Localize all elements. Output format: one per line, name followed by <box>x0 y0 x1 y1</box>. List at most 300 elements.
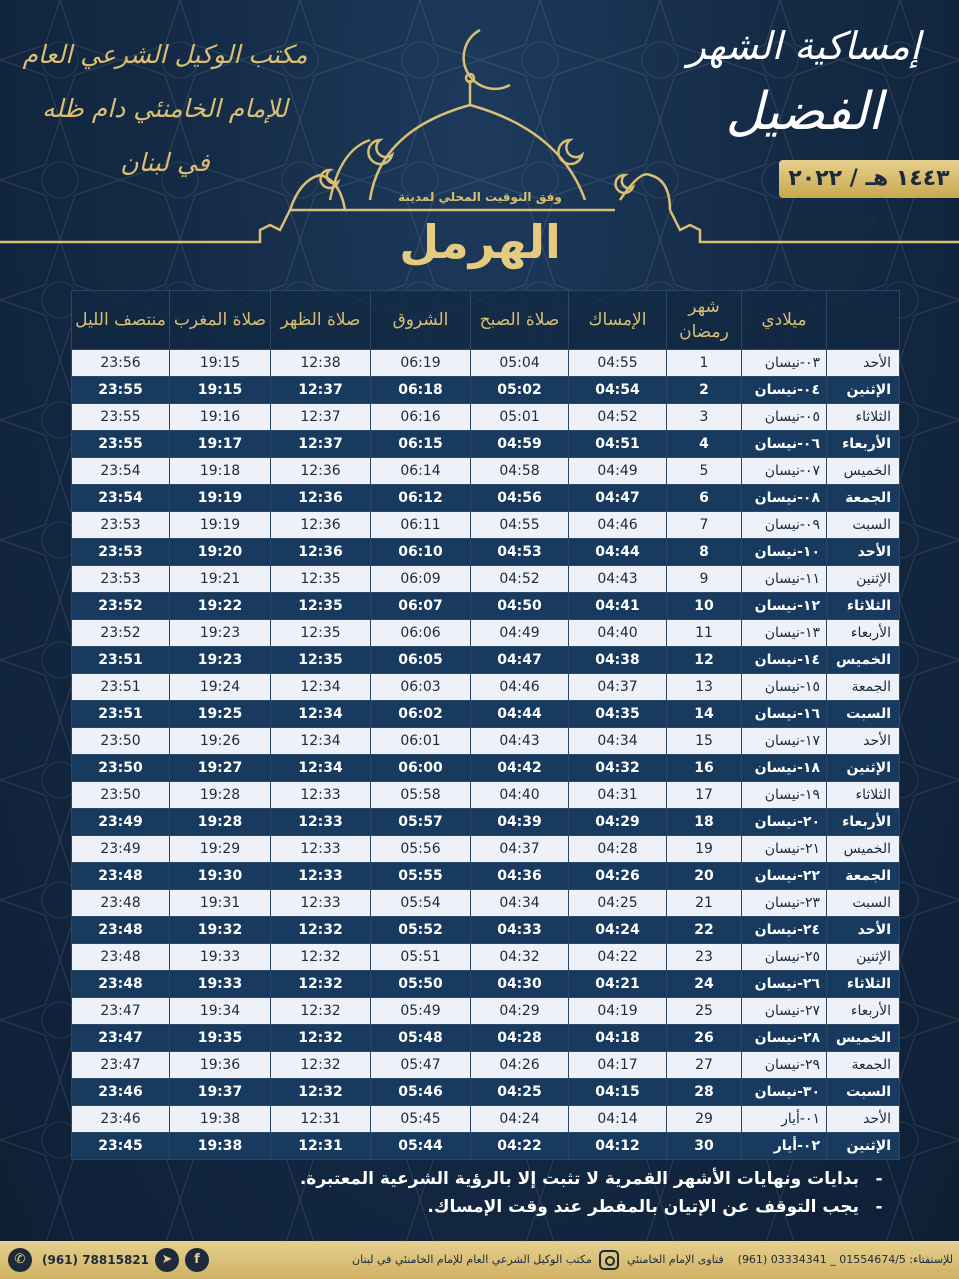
table-cell: 30 <box>667 1133 742 1160</box>
table-cell: 27 <box>667 1052 742 1079</box>
table-cell: 23:55 <box>72 377 170 404</box>
table-cell: ١٢-نيسان <box>742 593 827 620</box>
table-cell: 04:34 <box>471 890 569 917</box>
table-cell: 06:05 <box>371 647 471 674</box>
table-cell: 19:33 <box>170 944 271 971</box>
table-cell: 05:02 <box>471 377 569 404</box>
table-cell: ٠٣-نيسان <box>742 350 827 377</box>
table-cell: 23:54 <box>72 485 170 512</box>
table-cell: 19:38 <box>170 1106 271 1133</box>
table-row <box>72 647 900 674</box>
table-cell: 04:47 <box>471 647 569 674</box>
table-cell: 06:12 <box>371 485 471 512</box>
table-cell: 12:36 <box>271 485 371 512</box>
table-cell: ١٦-نيسان <box>742 701 827 728</box>
table-row <box>72 458 900 485</box>
table-cell: 12:34 <box>271 701 371 728</box>
footer-contacts <box>8 1241 209 1279</box>
table-cell: 06:16 <box>371 404 471 431</box>
table-cell: 18 <box>667 809 742 836</box>
table-cell: 19:27 <box>170 755 271 782</box>
table-cell: 04:46 <box>471 674 569 701</box>
table-cell: 23:49 <box>72 809 170 836</box>
table-cell: 12:33 <box>271 836 371 863</box>
table-cell: الإثنين <box>827 566 900 593</box>
table-cell: 06:15 <box>371 431 471 458</box>
table-cell: 21 <box>667 890 742 917</box>
table-cell: 04:19 <box>569 998 667 1025</box>
table-cell: 9 <box>667 566 742 593</box>
table-cell: 04:58 <box>471 458 569 485</box>
table-cell: ٣٠-نيسان <box>742 1079 827 1106</box>
table-cell: 22 <box>667 917 742 944</box>
table-cell: 19:20 <box>170 539 271 566</box>
table-cell: 12:36 <box>271 512 371 539</box>
table-cell: 12 <box>667 647 742 674</box>
table-cell: 04:55 <box>569 350 667 377</box>
table-cell: 06:10 <box>371 539 471 566</box>
table-cell: 20 <box>667 863 742 890</box>
table-cell: 12:32 <box>271 998 371 1025</box>
table-cell: 04:40 <box>471 782 569 809</box>
table-cell: ٢٩-نيسان <box>742 1052 827 1079</box>
table-cell: ٢٧-نيسان <box>742 998 827 1025</box>
table-cell: 23:51 <box>72 647 170 674</box>
table-cell: 19:30 <box>170 863 271 890</box>
table-cell: 19:38 <box>170 1133 271 1160</box>
table-cell: 04:51 <box>569 431 667 458</box>
table-cell: 12:38 <box>271 350 371 377</box>
table-cell: ٠٧-نيسان <box>742 458 827 485</box>
table-cell: 04:35 <box>569 701 667 728</box>
table-cell: 17 <box>667 782 742 809</box>
office-line-1: مكتب الوكيل الشرعي العام <box>22 40 308 69</box>
table-cell: الأحد <box>827 728 900 755</box>
table-cell: 19:21 <box>170 566 271 593</box>
table-cell: 12:33 <box>271 890 371 917</box>
table-cell: 04:25 <box>471 1079 569 1106</box>
table-cell: 04:52 <box>471 566 569 593</box>
table-cell: 04:36 <box>471 863 569 890</box>
table-cell: 04:55 <box>471 512 569 539</box>
table-cell: 05:48 <box>371 1025 471 1052</box>
table-cell: الإثنين <box>827 944 900 971</box>
table-cell: 19:22 <box>170 593 271 620</box>
table-row <box>72 701 900 728</box>
table-cell: 28 <box>667 1079 742 1106</box>
table-cell: 04:49 <box>471 620 569 647</box>
note-item: -بدايات ونهايات الأشهر القمرية لا تثبت إلا بالرؤية الشرعية المعتبرة. <box>299 1169 883 1189</box>
local-time-note: وفق التوقيت المحلي لمدينة <box>398 190 562 204</box>
inquiry-phones: للإستفتاء: 01554674/5 _ 03334341 (961) <box>737 1253 953 1266</box>
table-row <box>72 782 900 809</box>
table-cell: ٠٩-نيسان <box>742 512 827 539</box>
table-cell: 06:09 <box>371 566 471 593</box>
table-cell: 23:50 <box>72 755 170 782</box>
table-cell: الأربعاء <box>827 998 900 1025</box>
table-cell: 05:01 <box>471 404 569 431</box>
table-cell: الأحد <box>827 350 900 377</box>
table-cell: 19:15 <box>170 377 271 404</box>
table-cell: الخميس <box>827 836 900 863</box>
table-cell: الثلاثاء <box>827 593 900 620</box>
city-name: الهرمل <box>399 215 561 269</box>
table-cell: 04:26 <box>471 1052 569 1079</box>
table-cell: 04:24 <box>471 1106 569 1133</box>
table-cell: 05:44 <box>371 1133 471 1160</box>
prayer-times-table <box>71 290 900 1160</box>
table-cell: 04:32 <box>471 944 569 971</box>
instagram-icon[interactable] <box>599 1250 619 1270</box>
table-cell: ٢٥-نيسان <box>742 944 827 971</box>
table-cell: ١١-نيسان <box>742 566 827 593</box>
table-cell: 23:47 <box>72 1052 170 1079</box>
table-cell: 19:19 <box>170 485 271 512</box>
table-cell: 04:44 <box>569 539 667 566</box>
table-cell: 12:37 <box>271 377 371 404</box>
table-cell: 19:34 <box>170 998 271 1025</box>
table-cell: 04:29 <box>569 809 667 836</box>
table-cell: 04:18 <box>569 1025 667 1052</box>
table-cell: 12:35 <box>271 620 371 647</box>
table-row <box>72 539 900 566</box>
table-cell: 04:38 <box>569 647 667 674</box>
table-cell: 05:55 <box>371 863 471 890</box>
table-cell: الخميس <box>827 458 900 485</box>
table-cell: 1 <box>667 350 742 377</box>
table-cell: 12:32 <box>271 1079 371 1106</box>
table-cell: ٠٤-نيسان <box>742 377 827 404</box>
table-cell: الإثنين <box>827 377 900 404</box>
table-cell: 23:48 <box>72 863 170 890</box>
table-cell: 04:42 <box>471 755 569 782</box>
table-cell: ٠٥-نيسان <box>742 404 827 431</box>
table-cell: 04:24 <box>569 917 667 944</box>
column-header: الشروق <box>371 291 471 350</box>
table-cell: الأحد <box>827 1106 900 1133</box>
table-cell: 23:46 <box>72 1106 170 1133</box>
table-cell: 19:16 <box>170 404 271 431</box>
table-cell: 12:35 <box>271 647 371 674</box>
table-cell: ٢٤-نيسان <box>742 917 827 944</box>
table-cell: 04:28 <box>569 836 667 863</box>
table-row <box>72 890 900 917</box>
table-header-row <box>72 291 900 350</box>
table-cell: 19 <box>667 836 742 863</box>
table-row <box>72 566 900 593</box>
footer <box>0 1241 959 1279</box>
table-cell: الأربعاء <box>827 431 900 458</box>
table-cell: 23:48 <box>72 944 170 971</box>
table-cell: 23:54 <box>72 458 170 485</box>
table-cell: 23:45 <box>72 1133 170 1160</box>
table-cell: 06:06 <box>371 620 471 647</box>
table-cell: 19:32 <box>170 917 271 944</box>
table-cell: 12:31 <box>271 1133 371 1160</box>
table-cell: 23:53 <box>72 512 170 539</box>
notes <box>79 1165 899 1221</box>
table-cell: 10 <box>667 593 742 620</box>
table-cell: 05:54 <box>371 890 471 917</box>
table-cell: 13 <box>667 674 742 701</box>
column-header: صلاة الظهر <box>271 291 371 350</box>
table-cell: ٢٣-نيسان <box>742 890 827 917</box>
table-cell: 12:31 <box>271 1106 371 1133</box>
table-cell: 23:56 <box>72 350 170 377</box>
table-row <box>72 485 900 512</box>
table-cell: 19:36 <box>170 1052 271 1079</box>
table-cell: الخميس <box>827 647 900 674</box>
table-cell: 12:35 <box>271 593 371 620</box>
column-header: صلاة الصبح <box>471 291 569 350</box>
table-cell: 23:52 <box>72 620 170 647</box>
table-cell: 04:33 <box>471 917 569 944</box>
table-cell: 05:47 <box>371 1052 471 1079</box>
table-cell: 4 <box>667 431 742 458</box>
table-row <box>72 593 900 620</box>
table-cell: 04:59 <box>471 431 569 458</box>
table-row <box>72 1079 900 1106</box>
table-row <box>72 863 900 890</box>
table-cell: 19:15 <box>170 350 271 377</box>
table-row <box>72 944 900 971</box>
table-cell: 06:18 <box>371 377 471 404</box>
table-cell: 19:18 <box>170 458 271 485</box>
table-cell: 04:32 <box>569 755 667 782</box>
table-row <box>72 728 900 755</box>
table-cell: السبت <box>827 890 900 917</box>
table-cell: 19:24 <box>170 674 271 701</box>
table-cell: الإثنين <box>827 1133 900 1160</box>
table-row <box>72 971 900 998</box>
table-cell: ٢١-نيسان <box>742 836 827 863</box>
telegram-icon[interactable]: ➤ <box>155 1248 179 1272</box>
table-row <box>72 674 900 701</box>
table-cell: 05:50 <box>371 971 471 998</box>
table-row <box>72 431 900 458</box>
table-cell: ٠٦-نيسان <box>742 431 827 458</box>
table-cell: 23:48 <box>72 971 170 998</box>
table-cell: 12:32 <box>271 971 371 998</box>
office-line-2: للإمام الخامنئي دام ظله <box>42 94 288 123</box>
table-cell: الأربعاء <box>827 809 900 836</box>
table-cell: 12:34 <box>271 728 371 755</box>
table-row <box>72 998 900 1025</box>
table-cell: 12:34 <box>271 674 371 701</box>
table-cell: ٢٢-نيسان <box>742 863 827 890</box>
table-cell: السبت <box>827 1079 900 1106</box>
table-cell: 06:01 <box>371 728 471 755</box>
table-cell: 23:50 <box>72 782 170 809</box>
footer-info <box>352 1241 953 1279</box>
note-text: يجب التوقف عن الإتيان بالمفطر عند وقت الإمساك. <box>427 1197 859 1217</box>
table-row <box>72 377 900 404</box>
table-cell: 04:15 <box>569 1079 667 1106</box>
table-cell: 04:53 <box>471 539 569 566</box>
column-header: صلاة المغرب <box>170 291 271 350</box>
table-cell: 04:50 <box>471 593 569 620</box>
table-cell: 24 <box>667 971 742 998</box>
table-cell: 04:14 <box>569 1106 667 1133</box>
table-row <box>72 512 900 539</box>
table-cell: 23:50 <box>72 728 170 755</box>
table-cell: الجمعة <box>827 674 900 701</box>
table-cell: 06:02 <box>371 701 471 728</box>
table-cell: 19:28 <box>170 809 271 836</box>
table-cell: 23:51 <box>72 701 170 728</box>
table-cell: السبت <box>827 701 900 728</box>
table-cell: 12:32 <box>271 1025 371 1052</box>
table-cell: 3 <box>667 404 742 431</box>
table-row <box>72 350 900 377</box>
table-row <box>72 1052 900 1079</box>
table-cell: 23:51 <box>72 674 170 701</box>
table-cell: 5 <box>667 458 742 485</box>
table-cell: 12:36 <box>271 458 371 485</box>
title-line-1: إمساكية الشهر <box>687 24 921 68</box>
table-cell: 19:23 <box>170 647 271 674</box>
table-cell: 05:45 <box>371 1106 471 1133</box>
table-cell: 04:31 <box>569 782 667 809</box>
table-row <box>72 620 900 647</box>
table-cell: 25 <box>667 998 742 1025</box>
table-cell: 19:37 <box>170 1079 271 1106</box>
facebook-icon[interactable]: f <box>185 1248 209 1272</box>
table-cell: 23:46 <box>72 1079 170 1106</box>
table-cell: 04:22 <box>471 1133 569 1160</box>
table-cell: 12:37 <box>271 404 371 431</box>
table-cell: ٢٠-نيسان <box>742 809 827 836</box>
table-cell: 23:52 <box>72 593 170 620</box>
table-cell: 04:41 <box>569 593 667 620</box>
table-cell: 04:37 <box>569 674 667 701</box>
table-cell: 23 <box>667 944 742 971</box>
table-cell: 23:49 <box>72 836 170 863</box>
note-text: بدايات ونهايات الأشهر القمرية لا تثبت إلا بالرؤية الشرعية المعتبرة. <box>299 1169 859 1189</box>
column-header: شهر رمضان <box>667 291 742 350</box>
table-cell: ١٩-نيسان <box>742 782 827 809</box>
title-line-2: الفضيل <box>725 82 883 142</box>
table-body <box>72 350 900 1160</box>
table-cell: 06:19 <box>371 350 471 377</box>
table-cell: 05:52 <box>371 917 471 944</box>
table-cell: الثلاثاء <box>827 404 900 431</box>
table-row <box>72 1025 900 1052</box>
whatsapp-icon[interactable]: ✆ <box>8 1248 32 1272</box>
table-cell: 06:14 <box>371 458 471 485</box>
table-cell: الجمعة <box>827 485 900 512</box>
table-cell: 19:29 <box>170 836 271 863</box>
table-cell: 12:35 <box>271 566 371 593</box>
table-row <box>72 836 900 863</box>
table-cell: 04:44 <box>471 701 569 728</box>
table-cell: 23:48 <box>72 890 170 917</box>
table-cell: 23:53 <box>72 566 170 593</box>
table-cell: ١٥-نيسان <box>742 674 827 701</box>
fatawa-label: فتاوى الإمام الخامنئي <box>626 1253 724 1266</box>
table-cell: ٠١-أيار <box>742 1106 827 1133</box>
table-row <box>72 809 900 836</box>
table-cell: 11 <box>667 620 742 647</box>
table-cell: الجمعة <box>827 1052 900 1079</box>
table-cell: 05:56 <box>371 836 471 863</box>
table-cell: 05:46 <box>371 1079 471 1106</box>
column-header: الإمساك <box>569 291 667 350</box>
table-cell: 06:07 <box>371 593 471 620</box>
table-cell: ١٧-نيسان <box>742 728 827 755</box>
table-cell: 04:54 <box>569 377 667 404</box>
table-cell: 04:40 <box>569 620 667 647</box>
table-cell: 04:46 <box>569 512 667 539</box>
table-row <box>72 755 900 782</box>
table-cell: ٢٦-نيسان <box>742 971 827 998</box>
table-cell: 19:33 <box>170 971 271 998</box>
table-cell: 19:26 <box>170 728 271 755</box>
table-cell: ٢٨-نيسان <box>742 1025 827 1052</box>
table-cell: 05:57 <box>371 809 471 836</box>
table-cell: 05:58 <box>371 782 471 809</box>
table-cell: 12:32 <box>271 1052 371 1079</box>
table-cell: 12:36 <box>271 539 371 566</box>
table-cell: 29 <box>667 1106 742 1133</box>
table-cell: 04:30 <box>471 971 569 998</box>
table-cell: ١٨-نيسان <box>742 755 827 782</box>
table-cell: 12:37 <box>271 431 371 458</box>
table-cell: 26 <box>667 1025 742 1052</box>
table-cell: 04:12 <box>569 1133 667 1160</box>
table-cell: 06:11 <box>371 512 471 539</box>
page-title <box>679 15 929 147</box>
table-cell: 06:03 <box>371 674 471 701</box>
table-cell: 12:32 <box>271 917 371 944</box>
table-cell: ١٠-نيسان <box>742 539 827 566</box>
table-cell: 12:33 <box>271 809 371 836</box>
table-cell: 04:17 <box>569 1052 667 1079</box>
table-cell: ٠٨-نيسان <box>742 485 827 512</box>
table-cell: 04:28 <box>471 1025 569 1052</box>
table-cell: الإثنين <box>827 755 900 782</box>
table-cell: 19:31 <box>170 890 271 917</box>
office-name <box>20 28 310 190</box>
table-cell: الثلاثاء <box>827 971 900 998</box>
table-cell: 04:43 <box>569 566 667 593</box>
table-cell: 04:43 <box>471 728 569 755</box>
table-cell: الأحد <box>827 917 900 944</box>
table-cell: 04:25 <box>569 890 667 917</box>
table-cell: الأربعاء <box>827 620 900 647</box>
table-cell: 19:35 <box>170 1025 271 1052</box>
table-cell: 06:00 <box>371 755 471 782</box>
table-cell: 19:23 <box>170 620 271 647</box>
table-cell: السبت <box>827 512 900 539</box>
table-cell: 23:55 <box>72 404 170 431</box>
table-cell: 12:33 <box>271 782 371 809</box>
table-cell: 7 <box>667 512 742 539</box>
table-cell: 19:19 <box>170 512 271 539</box>
table-cell: 16 <box>667 755 742 782</box>
table-cell: الخميس <box>827 1025 900 1052</box>
table-cell: الجمعة <box>827 863 900 890</box>
table-cell: 05:49 <box>371 998 471 1025</box>
table-cell: 12:34 <box>271 755 371 782</box>
office-line-3: في لبنان <box>120 148 210 177</box>
contact-phone: (961) 78815821 <box>42 1253 149 1267</box>
table-cell: 04:22 <box>569 944 667 971</box>
table-cell: 2 <box>667 377 742 404</box>
table-cell: 04:56 <box>471 485 569 512</box>
table-cell: 04:52 <box>569 404 667 431</box>
table-cell: 15 <box>667 728 742 755</box>
